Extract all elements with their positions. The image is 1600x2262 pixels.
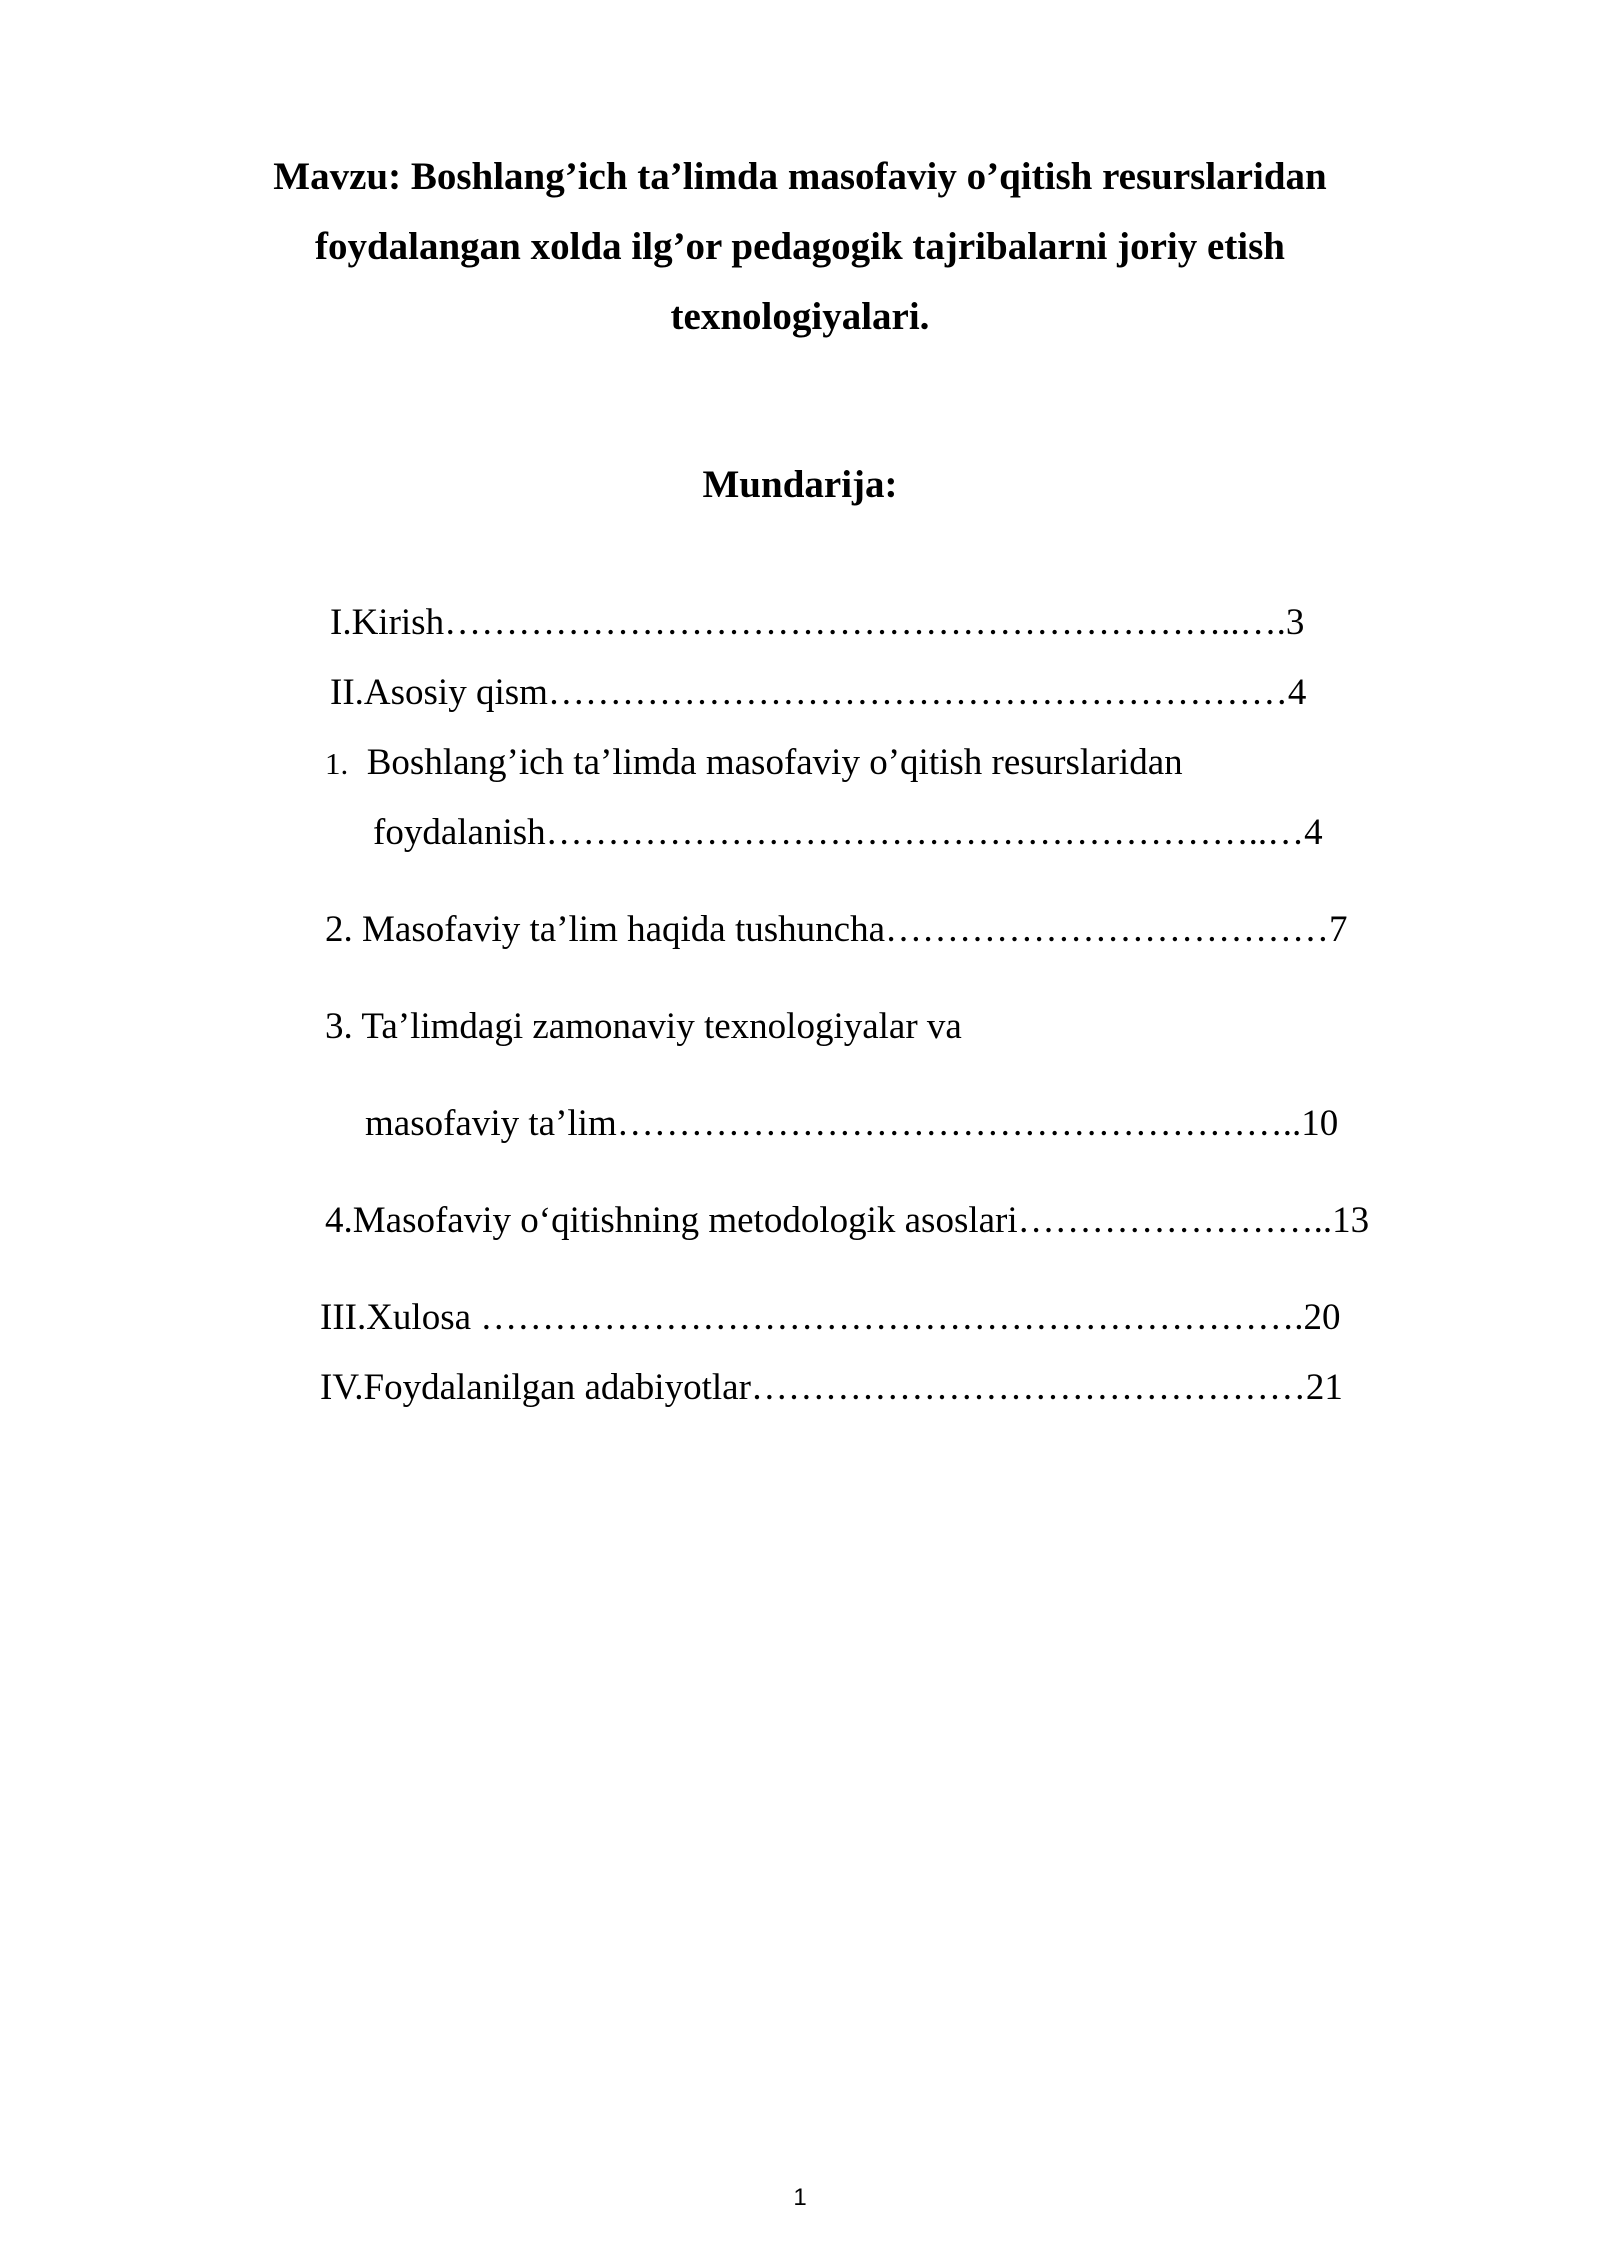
toc-entry-2: 2. Masofaviy ta’lim haqida tushuncha………………………………7 — [325, 909, 1348, 950]
toc-entry-4: 4.Masofaviy o‘qitishning metodologik asoslari……………………..13 — [325, 1200, 1370, 1241]
toc-entry-adabiyotlar: IV.Foydalanilgan adabiyotlar………………………………………21 — [320, 1367, 1343, 1408]
title-line-1: Mavzu: Boshlang’ich ta’limda masofaviy o’qitish resurslaridan — [273, 155, 1327, 198]
contents-heading: Mundarija: — [702, 463, 898, 506]
toc-entry-1-continued: foydalanish…………………………………………………..…4 — [373, 812, 1323, 853]
toc-entry-3: 3. Ta’limdagi zamonaviy texnologiyalar va — [325, 1006, 962, 1047]
toc-entry-asosiy-qism: II.Asosiy qism……………………………………………………4 — [330, 672, 1307, 713]
title-line-2: foydalangan xolda ilg’or pedagogik tajribalarni joriy etish — [314, 225, 1285, 268]
title-line-3: texnologiyalari. — [670, 295, 930, 338]
toc-entry-kirish: I.Kirish………………………………………………………..….3 — [330, 602, 1305, 643]
toc-entry-xulosa: III.Xulosa ………………………………………………………….20 — [320, 1297, 1341, 1338]
toc-entry-1-text: Boshlang’ich ta’limda masofaviy o’qitish resurslaridan — [366, 742, 1183, 783]
page-number: 1 — [793, 2184, 807, 2211]
toc-entry-1-number: 1. — [325, 746, 349, 781]
toc-entry-3-continued: masofaviy ta’lim………………………………………………..10 — [365, 1103, 1339, 1144]
toc-entry-1 — [325, 735, 1183, 792]
